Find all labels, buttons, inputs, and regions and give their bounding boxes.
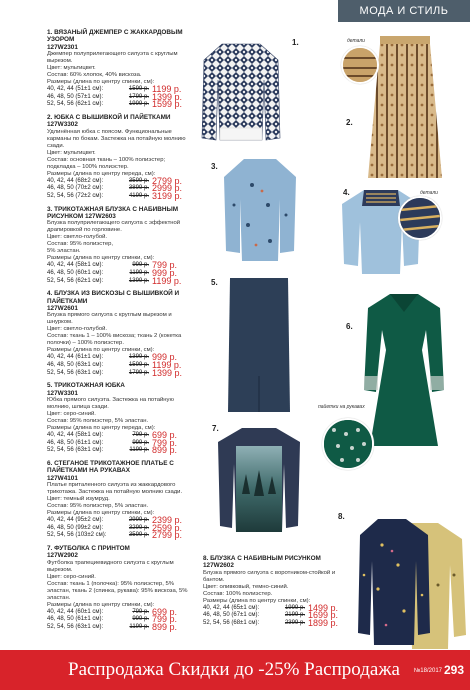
product-title: 1. ВЯЗАНЫЙ ДЖЕМПЕР С ЖАККАРДОВЫМ УЗОРОМ xyxy=(47,29,183,44)
old-price: 999 р. xyxy=(132,616,149,623)
product-title: 2. ЮБКА С ВЫШИВКОЙ И ПАЙЕТКАМИ xyxy=(47,114,171,121)
photo-number-4: 4. xyxy=(343,188,350,197)
product-description-line: Цвет: мультицвет. xyxy=(47,65,96,72)
issue-number: №18/2017 xyxy=(413,668,442,674)
product-title: 6. СТЕГАНОЕ ТРИКОТАЖНОЕ ПЛАТЬЕ С ПАЙЕТКАМИ НА РУКАВАХ xyxy=(47,459,174,475)
old-price: 1199 р. xyxy=(129,270,149,276)
product-description-line: Размеры (длина по центру переда, см): xyxy=(47,170,156,177)
price-row xyxy=(47,621,195,632)
size-label: 40, 42, 44 (61±1 см): xyxy=(47,354,104,361)
badge-skirt-detail: детали xyxy=(347,38,365,44)
size-label: 40, 42, 44 (58±1 см): xyxy=(47,262,104,269)
product-description-line: Платье приталенного силуэта из жаккардового трикотажа. Застежка на потайную молнию сзади. xyxy=(47,482,183,495)
size-label: 46, 48, 50 (60±1 см): xyxy=(47,270,104,276)
old-price: 999 р. xyxy=(132,439,149,446)
product-description-line: Состав: 95% полиэстер, 5% эластан. xyxy=(47,418,149,424)
photo-number-8: 8. xyxy=(338,512,345,521)
printed-tshirt-photo xyxy=(214,424,304,536)
photo-number-5: 5. xyxy=(211,278,218,287)
old-price: 2199 р. xyxy=(284,612,305,619)
knitted-skirt-photo xyxy=(226,276,292,416)
product-title: 3. ТРИКОТАЖНАЯ БЛУЗКА С НАБИВНЫМ РИСУНКОМ 127W2603 xyxy=(47,205,179,220)
dress-detail-circle xyxy=(322,418,374,470)
skirt-detail-circle xyxy=(341,46,379,84)
product-description-line: 5% эластан. xyxy=(47,248,81,255)
new-price: 1399 р. xyxy=(152,367,183,378)
product-description-line: Размеры (длина по центру спинки, см): xyxy=(47,79,155,86)
old-price: 1999 р. xyxy=(128,101,149,108)
quilted-dress-photo xyxy=(362,290,446,450)
price-row xyxy=(203,620,353,628)
product-code: 127W3301 xyxy=(47,389,78,397)
product-title: 7. ФУТБОЛКА С ПРИНТОМ xyxy=(47,544,130,552)
product-description-line: Размеры (длина по центру спинки, см): xyxy=(47,347,155,354)
price-row xyxy=(47,532,195,540)
photo-number-1: 1. xyxy=(292,38,299,47)
size-label: 52, 54, 56 (62±1 см): xyxy=(47,277,104,284)
price-row xyxy=(47,101,195,109)
product-description-line: Блузка прямого силуэта с круглым вырезом и шнурком. xyxy=(47,312,172,326)
product-title: 8. БЛУЗКА С НАБИВНЫМ РИСУНКОМ xyxy=(203,555,321,562)
size-label: 40, 42, 44 (51±1 см): xyxy=(47,86,104,93)
size-label: 40, 42, 44 (95±2 см): xyxy=(47,517,104,523)
size-label: 40, 42, 44 (58±1 см): xyxy=(47,432,104,438)
product-code: 127W2602 xyxy=(203,562,234,570)
new-price: 2999 р. xyxy=(152,183,183,194)
product-description-line: Блузка прямого силуэта с воротником-стойкой и бантом. xyxy=(203,569,336,583)
badge-blouse-detail: детали xyxy=(420,190,438,196)
skirt-photo xyxy=(366,30,444,180)
new-price: 2399 р. xyxy=(152,515,183,525)
product-item xyxy=(47,545,195,632)
printed-blouses-photo xyxy=(358,515,470,651)
size-label: 46, 48, 50 (61±1 см): xyxy=(47,616,104,623)
product-description-line: Состав: 95% полиэстер, 5% эластан. xyxy=(47,503,149,509)
product-code: 127W4101 xyxy=(47,474,78,482)
product-description-8 xyxy=(203,555,353,633)
size-label: 46, 48, 50 (57±1 см): xyxy=(47,93,104,100)
new-price: 799 р. xyxy=(152,437,178,448)
photo-number-3: 3. xyxy=(211,162,218,171)
old-price: 1399 р. xyxy=(128,354,149,361)
product-item xyxy=(47,114,195,201)
product-item xyxy=(47,206,195,286)
size-label: 52, 54, 56 (63±1 см): xyxy=(47,623,104,630)
product-description-line: Состав: 100% полиэстер. xyxy=(203,590,273,597)
price-row xyxy=(47,367,195,378)
photo-number-6: 6. xyxy=(346,322,353,331)
size-label: 46, 48, 50 (63±1 см): xyxy=(47,362,104,368)
size-label: 52, 54, 56 (68±1 см): xyxy=(203,620,260,626)
old-price: 3599 р. xyxy=(128,177,149,184)
size-label: 52, 54, 56 (63±1 см): xyxy=(47,447,104,454)
size-label: 40, 42, 44 (65±1 см): xyxy=(203,604,260,611)
old-price: 4199 р. xyxy=(128,193,149,199)
new-price: 1599 р. xyxy=(152,99,183,110)
size-label: 46, 48, 50 (99±2 см): xyxy=(47,524,104,531)
old-price: 1199 р. xyxy=(129,623,149,630)
old-price: 799 р. xyxy=(132,608,149,615)
product-description-line: Удлинённая юбка с поясом. Функциональные карманы по бокам. Застежка на потайную молнию сзади. xyxy=(47,128,186,149)
product-title: 5. ТРИКОТАЖНАЯ ЮБКА xyxy=(47,382,125,390)
product-code: 127W2601 xyxy=(47,305,78,312)
product-description-line: Размеры (длина по центру спинки, см): xyxy=(203,597,311,604)
product-description-line: Джемпер полуприлегающего силуэта с круглым вырезом. xyxy=(47,51,178,65)
sale-promo-text: Распродажа Скидки до -25% Распродажа xyxy=(68,659,400,680)
old-price: 1199 р. xyxy=(129,447,149,454)
size-label: 46, 48, 50 (70±2 см): xyxy=(47,185,104,192)
product-description-line: Цвет: серо-синий. xyxy=(47,411,96,417)
product-description-line: Футболка трапециевидного силуэта с круглым вырезом. xyxy=(47,559,174,573)
new-price: 1199 р. xyxy=(152,275,182,286)
section-header: МОДА И СТИЛЬ xyxy=(338,0,470,22)
old-price: 1999 р. xyxy=(284,604,305,611)
sweater-photo xyxy=(200,40,282,145)
new-price: 1199 р. xyxy=(152,360,182,370)
product-description-line: Состав: основная ткань – 100% полиэстер; подкладка – 100% полиэстер. xyxy=(47,156,166,170)
new-price: 1699 р. xyxy=(308,610,339,621)
product-code: 127W2902 xyxy=(47,552,78,560)
size-label: 40, 42, 44 (68±2 см): xyxy=(47,177,104,184)
badge-dress-sleeves: пайетки на рукавах xyxy=(318,404,365,410)
product-description-line: Цвет: оливковый, темно-синий. xyxy=(203,583,289,590)
product-description-line: Цвет: светло-голубой. xyxy=(47,234,108,241)
product-item xyxy=(47,29,195,109)
product-description-line: Цвет: светло-голубой. xyxy=(47,326,108,333)
size-label: 52, 54, 56 (103±2 см): xyxy=(47,532,107,539)
product-description-line: Цвет: серо-синий. xyxy=(47,573,96,580)
product-description-line: Состав: 60% хлопок, 40% вискоза. xyxy=(47,72,142,79)
product-description-line: Размеры (длина по центру спинки, см): xyxy=(47,601,155,608)
old-price: 3899 р. xyxy=(128,185,149,192)
old-price: 2399 р. xyxy=(284,620,305,626)
product-item xyxy=(47,382,195,455)
new-price: 799 р. xyxy=(152,614,178,625)
product-item xyxy=(47,290,195,377)
old-price: 1399 р. xyxy=(128,277,149,284)
photo-number-7: 7. xyxy=(212,424,219,433)
product-descriptions xyxy=(47,29,195,636)
product-description-line: Состав: ткань 1 – 100% вискоза; ткань 2 (кокетка полочки) – 100% полиэстер. xyxy=(47,333,182,347)
size-label: 46, 48, 50 (67±1 см): xyxy=(203,612,260,619)
old-price: 3599 р. xyxy=(128,532,149,539)
new-price: 999 р. xyxy=(152,268,178,278)
product-description-line: Размеры (длина по центру спинки, см): xyxy=(47,510,155,516)
size-label: 52, 54, 56 (72±2 см): xyxy=(47,193,104,199)
product-code: 127W2301 xyxy=(47,43,78,51)
size-label: 46, 48, 50 (61±1 см): xyxy=(47,439,104,446)
new-price: 2799 р. xyxy=(152,530,183,541)
price-row xyxy=(47,275,195,286)
new-price: 2599 р. xyxy=(152,522,183,533)
size-label: 52, 54, 56 (63±1 см): xyxy=(47,369,104,376)
new-price: 3199 р. xyxy=(152,191,183,201)
old-price: 3299 р. xyxy=(128,524,149,531)
old-price: 2999 р. xyxy=(128,517,149,523)
printed-blouse-photo xyxy=(222,155,298,265)
product-description-line: Юбка прямого силуэта. Застежка на потайную молнию, шлица сзади. xyxy=(47,397,174,410)
new-price: 1199 р. xyxy=(152,84,182,95)
product-item xyxy=(47,460,195,540)
new-price: 1499 р. xyxy=(308,602,339,613)
product-description-line: Состав: ткань 1 (полочка): 95% полиэстер, 5% эластан, ткань 2 (спинка, рукава): 95% вискоза, 5% эластан. xyxy=(47,580,188,601)
page-number: 293 xyxy=(443,663,464,677)
product-description-line: Цвет: мультицвет. xyxy=(47,149,96,156)
size-label: 40, 42, 44 (60±1 см): xyxy=(47,608,104,615)
product-description-line: Размеры (длина по центру спинки, см): xyxy=(47,255,155,262)
new-price: 1399 р. xyxy=(152,91,183,102)
price-row xyxy=(47,193,195,201)
product-title: 4. БЛУЗКА ИЗ ВИСКОЗЫ С ВЫШИВКОЙ И ПАЙЕТКАМИ xyxy=(47,290,180,305)
product-item xyxy=(203,555,353,628)
new-price: 699 р. xyxy=(152,606,178,617)
sale-footer xyxy=(0,650,470,690)
old-price: 1599 р. xyxy=(128,362,149,368)
product-code: 127W3302 xyxy=(47,121,78,129)
price-row xyxy=(47,447,195,455)
product-description-line: Блузка полуприлегающего силуэта с эффектной драпировкой по горловине. xyxy=(47,220,181,234)
old-price: 799 р. xyxy=(132,432,149,438)
new-price: 899 р. xyxy=(152,445,178,456)
size-label: 52, 54, 56 (62±1 см): xyxy=(47,101,104,108)
new-price: 899 р. xyxy=(152,621,178,632)
blouse-detail-circle xyxy=(398,196,442,240)
product-description-line: Цвет: темный изумруд. xyxy=(47,496,110,502)
old-price: 1599 р. xyxy=(128,86,149,93)
photo-number-2: 2. xyxy=(346,118,353,127)
new-price: 1899 р. xyxy=(308,618,339,628)
old-price: 999 р. xyxy=(132,262,149,269)
product-description-line: Размеры (длина по центру переда, см): xyxy=(47,425,156,431)
product-description-line: Состав: 95% полиэстер, xyxy=(47,241,114,248)
new-price: 699 р. xyxy=(152,430,178,440)
old-price: 1799 р. xyxy=(128,93,149,100)
new-price: 799 р. xyxy=(152,260,178,271)
old-price: 1799 р. xyxy=(128,369,149,376)
new-price: 2799 р. xyxy=(152,175,183,186)
new-price: 999 р. xyxy=(152,352,178,363)
